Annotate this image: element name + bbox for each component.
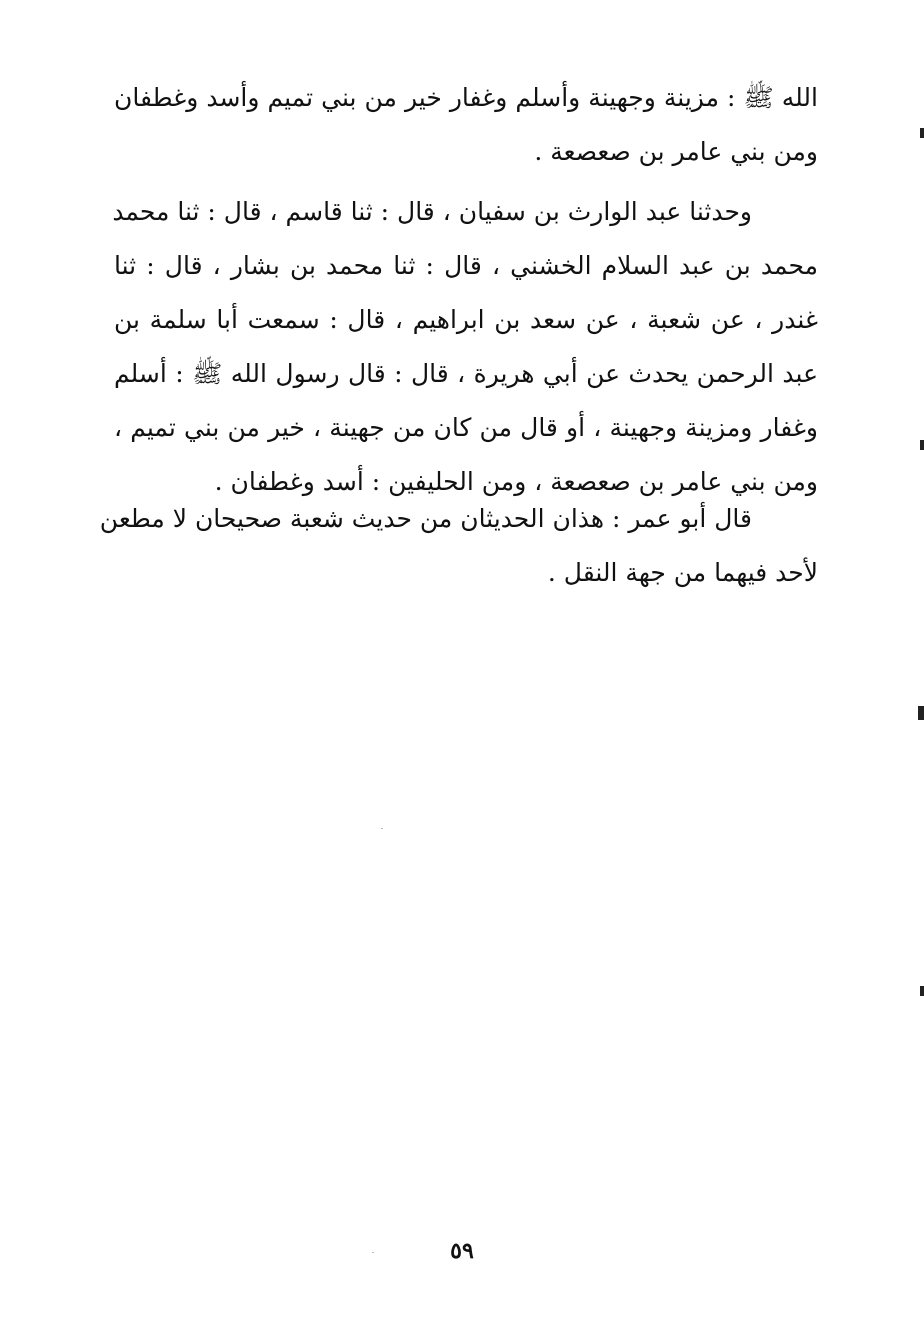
text-line: لأحد فيهما من جهة النقل . [547,558,818,587]
text-line: قال أبو عمر : هذان الحديثان من حديث شعبة صحيحان لا مطعن [99,504,752,533]
text-line: غندر ، عن شعبة ، عن سعد بن ابراهيم ، قال : سمعت أبا سلمة بن [114,305,818,334]
text-line: ومن بني عامر بن صعصعة ، ومن الحليفين : أسد وغطفان . [214,467,818,496]
text-line: وغفار ومزينة وجهينة ، أو قال من كان من جهينة ، خير من بني تميم ، [114,413,818,442]
text-line: محمد بن عبد السلام الخشني ، قال : ثنا محمد بن بشار ، قال : ثنا [114,251,818,280]
paragraph-3 [99,492,818,600]
scan-edge-mark [920,986,924,996]
text-line: وحدثنا عبد الوارث بن سفيان ، قال : ثنا قاسم ، قال : ثنا محمد [112,197,752,226]
scan-edge-mark [920,440,924,450]
text-line: الله ﷺ : مزينة وجهينة وأسلم وغفار خير من بني تميم وأسد وغطفان [114,83,818,112]
text-line: عبد الرحمن يحدث عن أبي هريرة ، قال : قال رسول الله ﷺ : أسلم [114,359,818,388]
scan-edge-mark [918,706,924,720]
scan-speck [381,828,383,829]
text-line: ومن بني عامر بن صعصعة . [534,137,818,166]
scan-edge-mark [920,128,924,138]
paragraph-1 [114,71,818,179]
page-number: ٥٩ [450,1238,474,1264]
scan-speck [372,1252,374,1253]
paragraph-2 [114,185,818,509]
